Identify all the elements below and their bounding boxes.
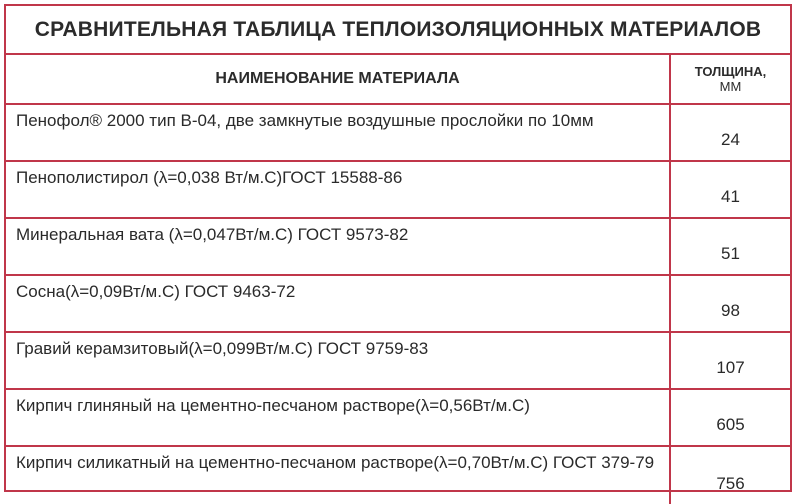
- material-thickness: 605: [670, 389, 790, 446]
- material-name: Минеральная вата (λ=0,047Вт/м.С) ГОСТ 9573-82: [6, 218, 670, 275]
- table-row: [6, 161, 790, 218]
- material-name: Сосна(λ=0,09Вт/м.С) ГОСТ 9463-72: [6, 275, 670, 332]
- table-row: [6, 389, 790, 446]
- header-row: [6, 55, 790, 104]
- table-row: [6, 275, 790, 332]
- material-name: Кирпич глиняный на цементно-песчаном растворе(λ=0,56Вт/м.С): [6, 389, 670, 446]
- materials-table: [6, 55, 790, 504]
- table-row: [6, 332, 790, 389]
- material-thickness: 51: [670, 218, 790, 275]
- material-thickness: 41: [670, 161, 790, 218]
- table-row: [6, 446, 790, 504]
- material-thickness: 756: [670, 446, 790, 504]
- header-thickness-unit: ММ: [719, 79, 742, 94]
- material-name: Кирпич силикатный на цементно-песчаном растворе(λ=0,70Вт/м.С) ГОСТ 379-79: [6, 446, 670, 504]
- material-name: Пенофол® 2000 тип В-04, две замкнутые воздушные прослойки по 10мм: [6, 104, 670, 161]
- material-thickness: 24: [670, 104, 790, 161]
- material-thickness: 107: [670, 332, 790, 389]
- header-thickness: [670, 55, 790, 104]
- table-title: СРАВНИТЕЛЬНАЯ ТАБЛИЦА ТЕПЛОИЗОЛЯЦИОННЫХ МАТЕРИАЛОВ: [6, 6, 790, 55]
- material-name: Гравий керамзитовый(λ=0,099Вт/м.С) ГОСТ 9759-83: [6, 332, 670, 389]
- header-thickness-label: ТОЛЩИНА,: [694, 64, 767, 79]
- header-material-name: НАИМЕНОВАНИЕ МАТЕРИАЛА: [6, 55, 670, 104]
- material-thickness: 98: [670, 275, 790, 332]
- table-row: [6, 104, 790, 161]
- material-name: Пенополистирол (λ=0,038 Вт/м.С)ГОСТ 15588-86: [6, 161, 670, 218]
- table-row: [6, 218, 790, 275]
- comparison-table-frame: [4, 4, 792, 492]
